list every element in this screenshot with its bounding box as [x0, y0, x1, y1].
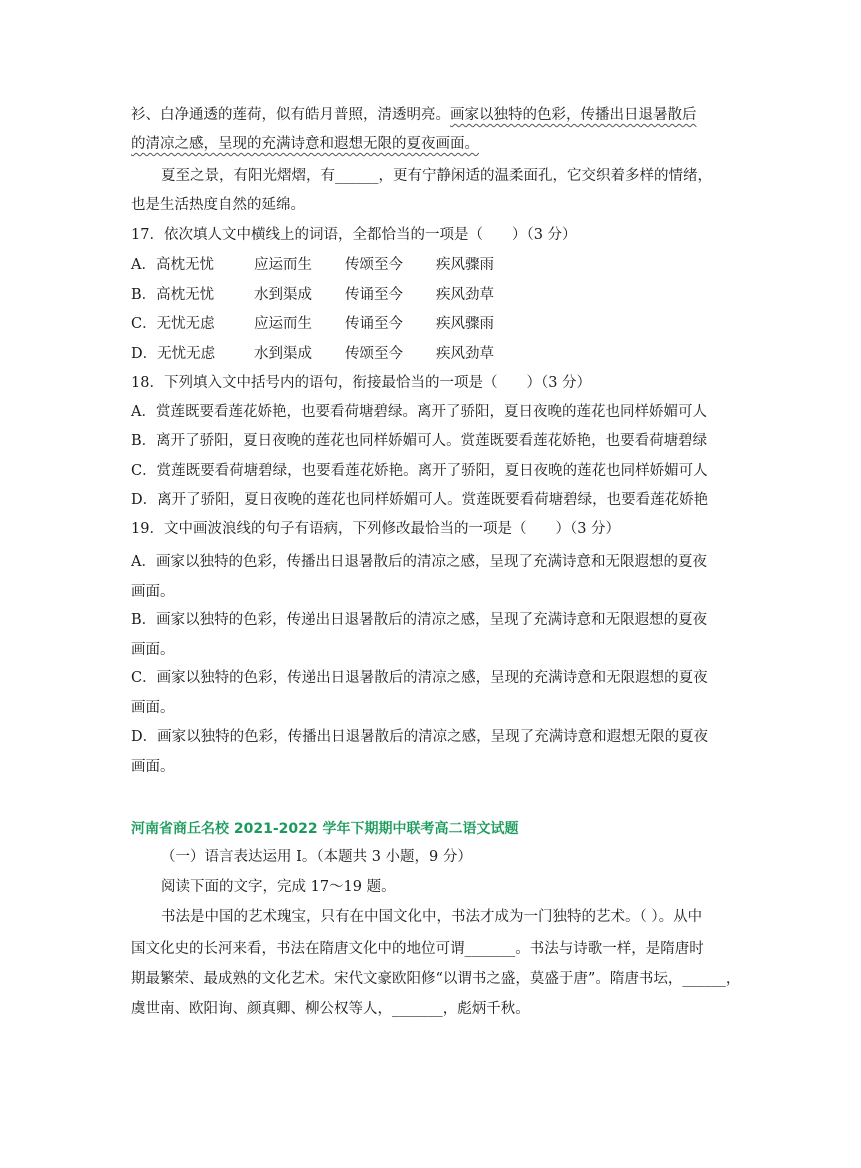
option-word: 疾风劲草 — [436, 287, 494, 303]
passage-2-line-3: 期最繁荣、最成熟的文化艺术。宋代文豪欧阳修“以谓书之盛，莫盛于唐”。隋唐书坛，______， — [131, 971, 741, 987]
option-word: 水到渠成 — [254, 346, 312, 362]
option-label: A．高枕无忧 — [131, 257, 214, 273]
option-word: 传颂至今 — [345, 257, 403, 273]
question-19-option-a-line-1: A．画家以独特的色彩，传播出日退暑散后的清凉之感，呈现了充满诗意和无限遐想的夏夜 — [131, 554, 707, 570]
wavy-sentence-part-2: 的清凉之感，呈现的充满诗意和遐想无限的夏夜画面。 — [131, 136, 479, 152]
question-18-stem: 18．下列填入文中括号内的语句，衔接最恰当的一项是（ ）（3 分） — [131, 375, 592, 391]
question-18-option-d: D．离开了骄阳，夏日夜晚的莲花也同样娇媚可人。赏莲既要看荷塘碧绿，也要看莲花娇艳 — [131, 492, 709, 508]
passage-line-1 — [131, 104, 697, 126]
passage-2-line-2: 国文化史的长河来看，书法在隋唐文化中的地位可谓_______。书法与诗歌一样，是隋唐时 — [131, 941, 704, 957]
passage-paragraph-2-line-1: 夏至之景，有阳光熠熠，有______，更有宁静闲适的温柔面孔，它交织着多样的情绪， — [161, 168, 712, 184]
question-18-option-a: A．赏莲既要看莲花娇艳，也要看荷塘碧绿。离开了骄阳，夏日夜晚的莲花也同样娇媚可人 — [131, 404, 707, 420]
option-word: 应运而生 — [254, 316, 312, 332]
passage-2-line-4: 虞世南、欧阳询、颜真卿、柳公权等人，_______，彪炳千秋。 — [131, 1001, 530, 1017]
question-19-option-c-line-2: 画面。 — [131, 700, 175, 716]
wavy-sentence-part-1: 画家以独特的色彩，传播出日退暑散后 — [450, 107, 697, 123]
passage-line-1-plain: 衫、白净通透的莲荷，似有皓月普照，清透明亮。 — [131, 107, 450, 123]
option-label: D．无忧无虑 — [131, 346, 216, 362]
option-word: 水到渠成 — [254, 287, 312, 303]
question-19-option-b-line-2: 画面。 — [131, 642, 175, 658]
question-19-option-b-line-1: B．画家以独特的色彩，传递出日退暑散后的清凉之感，呈现了充满诗意和无限遐想的夏夜 — [131, 612, 708, 628]
option-word: 传诵至今 — [345, 316, 403, 332]
option-label: B．高枕无忧 — [131, 287, 215, 303]
question-19-stem: 19．文中画波浪线的句子有语病，下列修改最恰当的一项是（ ）（3 分） — [131, 521, 621, 537]
question-18-option-b: B．离开了骄阳，夏日夜晚的莲花也同样娇媚可人。赏莲既要看莲花娇艳，也要看荷塘碧绿 — [131, 433, 708, 449]
option-word: 应运而生 — [254, 257, 312, 273]
option-word: 传颂至今 — [345, 346, 403, 362]
option-word: 疾风劲草 — [436, 346, 494, 362]
section-instruction: 阅读下面的文字，完成 17～19 题。 — [161, 879, 396, 895]
option-label: C．无忧无虑 — [131, 316, 215, 332]
question-19-option-c-line-1: C．画家以独特的色彩，传递出日退暑散后的清凉之感，呈现的充满诗意和无限遐想的夏夜 — [131, 670, 708, 686]
passage-line-2 — [131, 133, 479, 155]
question-19-option-d-line-2: 画面。 — [131, 759, 175, 775]
section-subheading: （一）语言表达运用 I。（本题共 3 小题，9 分） — [161, 849, 472, 865]
question-19-option-a-line-2: 画面。 — [131, 584, 175, 600]
option-word: 疾风骤雨 — [436, 316, 494, 332]
option-word: 疾风骤雨 — [436, 257, 494, 273]
question-19-option-d-line-1: D．画家以独特的色彩，传播出日退暑散后的清凉之感，呈现了充满诗意和遐想无限的夏夜 — [131, 729, 709, 745]
section-heading: 河南省商丘名校 2021-2022 学年下期期中联考高二语文试题 — [131, 821, 519, 837]
question-17-stem: 17．依次填人文中横线上的词语，全都恰当的一项是（ ）（3 分） — [131, 227, 577, 243]
option-word: 传诵至今 — [345, 287, 403, 303]
question-18-option-c: C．赏莲既要看荷塘碧绿，也要看莲花娇艳。离开了骄阳，夏日夜晚的莲花也同样娇媚可人 — [131, 463, 708, 479]
passage-paragraph-2-line-2: 也是生活热度自然的延绵。 — [131, 197, 305, 213]
passage-2-line-1: 书法是中国的艺术瑰宝，只有在中国文化中，书法才成为一门独特的艺术。（ ）。从中 — [161, 909, 703, 925]
